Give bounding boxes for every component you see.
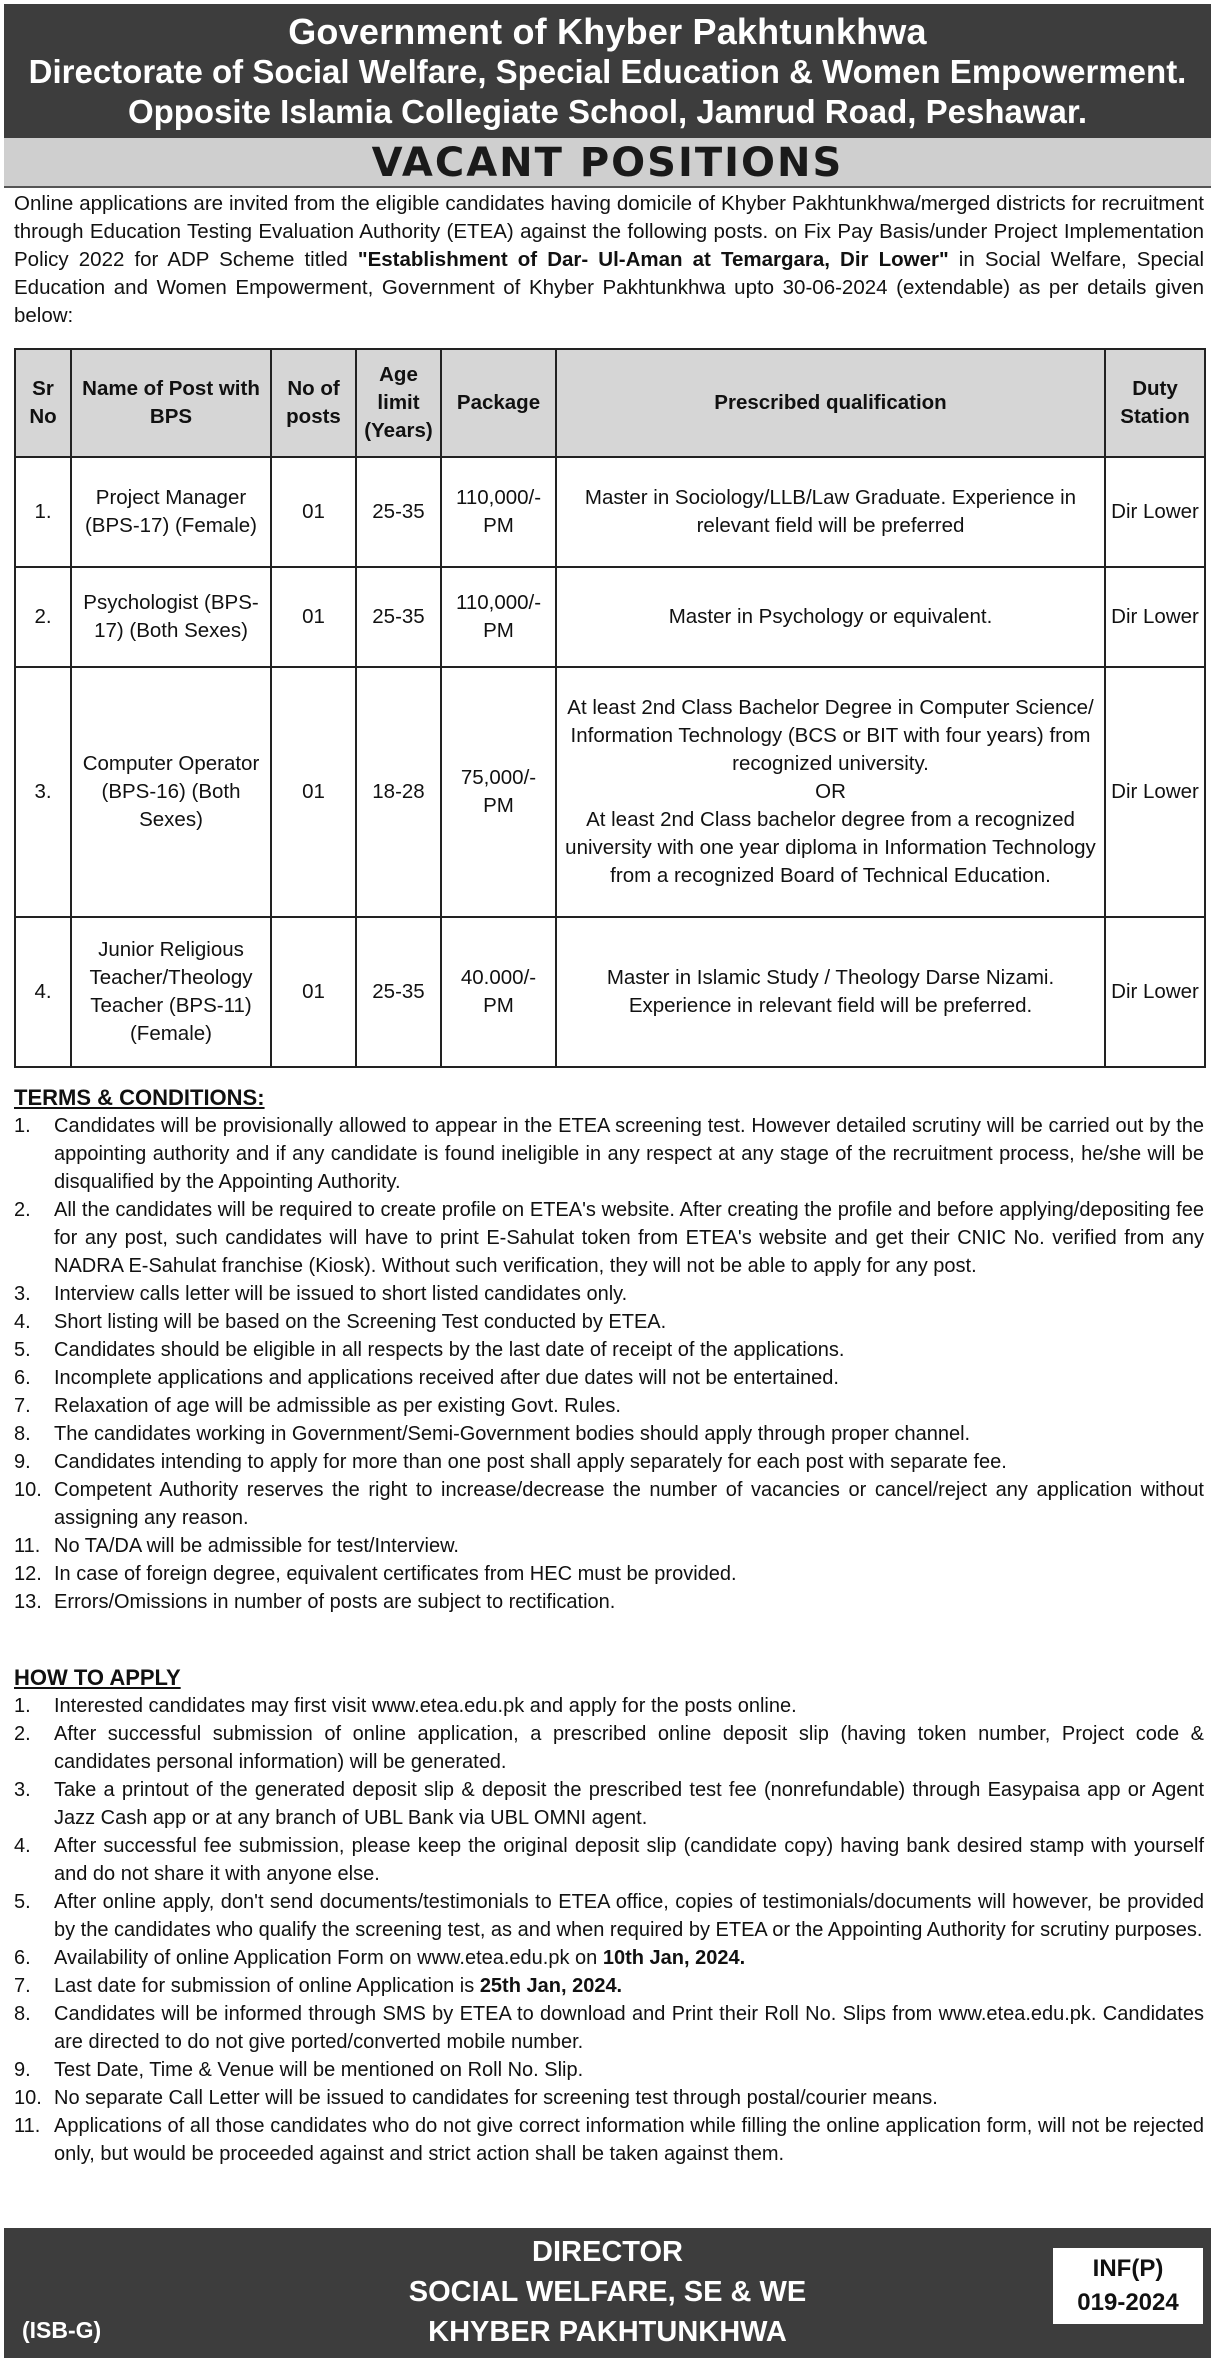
inf-reference-box xyxy=(1053,2248,1203,2324)
cell-sr: 4. xyxy=(15,917,71,1067)
cell-age: 18-28 xyxy=(356,667,441,917)
item-text: In case of foreign degree, equivalent certificates from HEC must be provided. xyxy=(54,1563,737,1585)
intro-text-b: in Social Welfare, Special Education and Women Empowerment, Government of Khyber Pakhtunkhwa upto 30-06-2024 (extendable) as per details given below: xyxy=(14,248,1205,327)
item-number: 7. xyxy=(14,1395,31,1417)
item-text: No separate Call Letter will be issued to candidates for screening test through postal/courier means. xyxy=(54,2087,938,2109)
vacant-positions-banner xyxy=(4,138,1211,188)
list-item xyxy=(14,1308,1204,1336)
item-number: 11. xyxy=(14,2115,41,2137)
table-header-row xyxy=(15,349,1205,457)
footer-director: DIRECTOR xyxy=(532,2236,683,2268)
list-item xyxy=(14,1364,1204,1392)
inf-number: 019-2024 xyxy=(1077,2289,1179,2316)
item-text: Availability of online Application Form on www.etea.edu.pk on xyxy=(54,1947,603,1969)
item-number: 9. xyxy=(14,2059,31,2081)
positions-table xyxy=(14,348,1206,1068)
item-number: 8. xyxy=(14,2003,31,2025)
list-item xyxy=(14,1196,1204,1280)
item-text: Take a printout of the generated deposit slip & deposit the prescribed test fee (nonrefundable) through Easypaisa app or Agent Jazz Cash app or at any branch of UBL Bank via UBL OMNI agent. xyxy=(54,1779,1204,1829)
col-header-qualification: Prescribed qualification xyxy=(556,349,1105,457)
list-item xyxy=(14,1112,1204,1196)
list-item xyxy=(14,1972,1204,2000)
list-item xyxy=(14,1776,1204,1832)
list-item xyxy=(14,1720,1204,1776)
terms-section xyxy=(14,1084,1204,1616)
item-number: 5. xyxy=(14,1339,31,1361)
item-text: All the candidates will be required to create profile on ETEA's website. After creating the profile and before applying/depositing fee for any post, such candidates will have to print E-Sahulat token from ETEA's website and get their CNIC No. verified from any NADRA E-Sahulat franchise (Kiosk). Without such verification, they will not be able to apply for any post. xyxy=(54,1199,1204,1277)
intro-paragraph xyxy=(14,190,1204,330)
cell-package: 110,000/- PM xyxy=(441,457,556,567)
item-text: Candidates intending to apply for more than one post shall apply separately for each post with separate fee. xyxy=(54,1451,1007,1473)
item-text: Test Date, Time & Venue will be mentioned on Roll No. Slip. xyxy=(54,2059,584,2081)
cell-station: Dir Lower xyxy=(1105,457,1205,567)
page-title: VACANT POSITIONS xyxy=(371,140,844,186)
cell-station: Dir Lower xyxy=(1105,667,1205,917)
cell-qualification: Master in Sociology/LLB/Law Graduate. Experience in relevant field will be preferred xyxy=(556,457,1105,567)
cell-sr: 2. xyxy=(15,567,71,667)
list-item xyxy=(14,1420,1204,1448)
cell-post: Psychologist (BPS-17) (Both Sexes) xyxy=(71,567,271,667)
list-item xyxy=(14,1692,1204,1720)
how-to-apply-section xyxy=(14,1664,1204,2168)
intro-scheme-title: "Establishment of Dar- Ul-Aman at Temargara, Dir Lower" xyxy=(357,248,949,271)
col-header-age: Age limit (Years) xyxy=(356,349,441,457)
col-header-no-posts: No of posts xyxy=(271,349,356,457)
list-item xyxy=(14,1560,1204,1588)
header-government: Government of Khyber Pakhtunkhwa xyxy=(288,11,927,52)
cell-age: 25-35 xyxy=(356,917,441,1067)
item-text: After online apply, don't send documents/testimonials to ETEA office, copies of testimonials/documents will however, be provided by the candidates who qualify the screening test, as and when required by ETEA or the Appointing Authority for scrutiny purposes. xyxy=(54,1891,1204,1941)
item-text: Short listing will be based on the Screening Test conducted by ETEA. xyxy=(54,1311,667,1333)
item-text: Candidates will be provisionally allowed to appear in the ETEA screening test. However detailed scrutiny will be carried out by the appointing authority and if any candidate is found ineligible in any respect at any stage of the recruitment process, he/she will be disqualified by the Appointing Authority. xyxy=(54,1115,1204,1193)
list-item xyxy=(14,1532,1204,1560)
item-text: Candidates will be informed through SMS by ETEA to download and Print their Roll No. Slips from www.etea.edu.pk. Candidates are directed to do not give ported/converted mobile number. xyxy=(54,2003,1204,2053)
cell-package: 75,000/- PM xyxy=(441,667,556,917)
item-text: Relaxation of age will be admissible as per existing Govt. Rules. xyxy=(54,1395,621,1417)
item-number: 11. xyxy=(14,1535,41,1557)
cell-post: Computer Operator (BPS-16) (Both Sexes) xyxy=(71,667,271,917)
availability-date: 10th Jan, 2024. xyxy=(602,1947,746,1969)
table-row xyxy=(15,667,1205,917)
header-address: Opposite Islamia Collegiate School, Jamrud Road, Peshawar. xyxy=(127,93,1088,130)
list-item xyxy=(14,2084,1204,2112)
cell-no-posts: 01 xyxy=(271,917,356,1067)
item-text: Interested candidates may first visit www.etea.edu.pk and apply for the posts online. xyxy=(54,1695,797,1717)
table-row xyxy=(15,567,1205,667)
item-text: Candidates should be eligible in all respects by the last date of receipt of the applications. xyxy=(54,1339,845,1361)
item-text: Incomplete applications and applications received after due dates will not be entertained. xyxy=(54,1367,839,1389)
terms-title: TERMS & CONDITIONS: xyxy=(14,1085,265,1110)
item-text: Interview calls letter will be issued to short listed candidates only. xyxy=(54,1283,628,1305)
cell-post: Junior Religious Teacher/Theology Teacher (BPS-11) (Female) xyxy=(71,917,271,1067)
cell-no-posts: 01 xyxy=(271,457,356,567)
list-item xyxy=(14,1476,1204,1532)
cell-no-posts: 01 xyxy=(271,567,356,667)
item-text: After successful submission of online application, a prescribed online deposit slip (having token number, Project code & candidates personal information) will be generated. xyxy=(54,1723,1204,1773)
item-number: 1. xyxy=(14,1695,31,1717)
item-number: 2. xyxy=(14,1199,31,1221)
list-item xyxy=(14,1588,1204,1616)
inf-label: INF(P) xyxy=(1092,2255,1164,2282)
item-text: Competent Authority reserves the right to increase/decrease the number of vacancies or cancel/reject any application without assigning any reason. xyxy=(54,1479,1204,1529)
item-text: After successful fee submission, please keep the original deposit slip (candidate copy) having bank desired stamp with yourself and do not share it with anyone else. xyxy=(54,1835,1204,1885)
how-to-apply-title: HOW TO APPLY xyxy=(14,1665,181,1690)
table-row xyxy=(15,457,1205,567)
cell-qualification: Master in Islamic Study / Theology Darse Nizami. Experience in relevant field will be preferred. xyxy=(556,917,1105,1067)
item-number: 3. xyxy=(14,1779,31,1801)
item-text: The candidates working in Government/Semi-Government bodies should apply through proper channel. xyxy=(54,1423,971,1445)
col-header-station: Duty Station xyxy=(1105,349,1205,457)
item-number: 3. xyxy=(14,1283,31,1305)
item-number: 9. xyxy=(14,1451,31,1473)
terms-list xyxy=(14,1112,1204,1616)
cell-station: Dir Lower xyxy=(1105,567,1205,667)
col-header-post: Name of Post with BPS xyxy=(71,349,271,457)
last-date: 25th Jan, 2024. xyxy=(479,1975,623,1997)
intro-text-a: Online applications are invited from the eligible candidates having domicile of Khyber Pakhtunkhwa/merged districts for recruitment through Education Testing Evaluation Authority (ETEA) against the following posts. on Fix Pay Basis/under Project Implementation Policy 2022 for ADP Scheme titled xyxy=(14,192,1204,271)
item-number: 5. xyxy=(14,1891,31,1913)
item-number: 2. xyxy=(14,1723,31,1745)
footer-department: SOCIAL WELFARE, SE & WE xyxy=(408,2276,807,2308)
footer-code: (ISB-G) xyxy=(22,2317,102,2343)
list-item xyxy=(14,1336,1204,1364)
col-header-package: Package xyxy=(441,349,556,457)
list-item xyxy=(14,1392,1204,1420)
item-number: 4. xyxy=(14,1311,31,1333)
cell-qualification: At least 2nd Class Bachelor Degree in Computer Science/ Information Technology (BCS or BIT with four years) from recognized university. OR At least 2nd Class bachelor degree from a recognized university with one year diploma in Information Technology from a recognized Board of Technical Education. xyxy=(556,667,1105,917)
item-number: 12. xyxy=(14,1563,42,1585)
list-item xyxy=(14,2056,1204,2084)
cell-post: Project Manager (BPS-17) (Female) xyxy=(71,457,271,567)
list-item xyxy=(14,1832,1204,1888)
how-to-apply-list xyxy=(14,1692,1204,2168)
item-number: 10. xyxy=(14,2087,42,2109)
cell-package: 110,000/- PM xyxy=(441,567,556,667)
item-text: Last date for submission of online Application is xyxy=(54,1975,480,1997)
list-item xyxy=(14,1944,1204,1972)
item-number: 1. xyxy=(14,1115,31,1137)
cell-sr: 3. xyxy=(15,667,71,917)
cell-no-posts: 01 xyxy=(271,667,356,917)
item-text: Errors/Omissions in number of posts are subject to rectification. xyxy=(54,1591,616,1613)
cell-age: 25-35 xyxy=(356,567,441,667)
item-number: 6. xyxy=(14,1947,31,1969)
col-header-sr: Sr No xyxy=(15,349,71,457)
cell-station: Dir Lower xyxy=(1105,917,1205,1067)
list-item xyxy=(14,1280,1204,1308)
list-item xyxy=(14,1448,1204,1476)
item-number: 8. xyxy=(14,1423,31,1445)
cell-age: 25-35 xyxy=(356,457,441,567)
item-number: 6. xyxy=(14,1367,31,1389)
cell-sr: 1. xyxy=(15,457,71,567)
item-number: 10. xyxy=(14,1479,42,1501)
item-text: No TA/DA will be admissible for test/Interview. xyxy=(54,1535,459,1557)
item-text: Applications of all those candidates who do not give correct information while filling the online application form, will not be rejected only, but would be proceeded against and strict action shall be taken against them. xyxy=(54,2115,1204,2165)
list-item xyxy=(14,2000,1204,2056)
list-item xyxy=(14,2112,1204,2168)
cell-qualification: Master in Psychology or equivalent. xyxy=(556,567,1105,667)
list-item xyxy=(14,1888,1204,1944)
item-number: 13. xyxy=(14,1591,42,1613)
cell-package: 40.000/- PM xyxy=(441,917,556,1067)
table-row xyxy=(15,917,1205,1067)
item-number: 4. xyxy=(14,1835,31,1857)
header-directorate: Directorate of Social Welfare, Special Education & Women Empowerment. xyxy=(28,53,1187,90)
header-banner xyxy=(4,4,1211,138)
item-number: 7. xyxy=(14,1975,31,1997)
footer-province: KHYBER PAKHTUNKHWA xyxy=(428,2316,787,2348)
footer-banner xyxy=(4,2228,1211,2358)
